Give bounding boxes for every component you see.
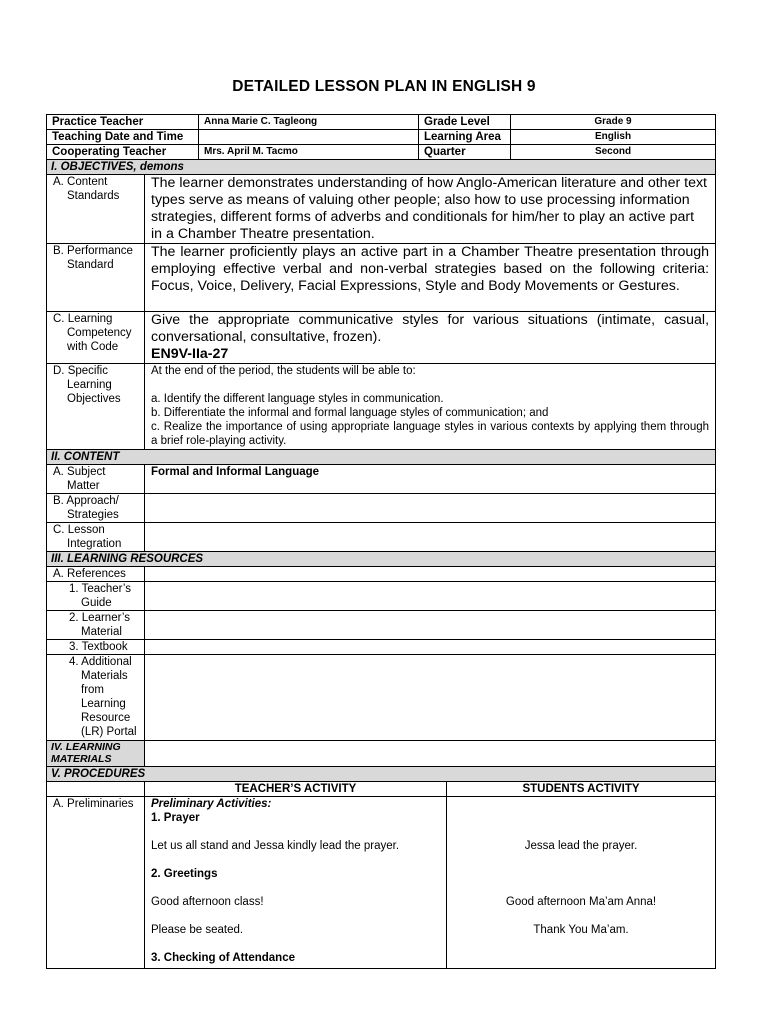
lesson-plan-table [46, 159, 716, 969]
references-value [145, 567, 716, 582]
grade-level-label: Grade Level [419, 115, 511, 130]
references-label: A. References [47, 567, 145, 582]
performance-standard-label: B. Performance Standard [47, 244, 145, 312]
greet-student-line: Good afternoon Ma’am Anna! [505, 896, 657, 908]
specific-objective-a: a. Identify the different language styles in communication. [151, 393, 444, 405]
student-activity-header: STUDENTS ACTIVITY [447, 782, 716, 797]
learning-competency-label: C. Learning Competency with Code [47, 312, 145, 364]
preliminaries-label: A. Preliminaries [47, 797, 145, 969]
prayer-teacher-line: Let us all stand and Jessa kindly lead the prayer. [151, 840, 400, 852]
procedures-blank-header [47, 782, 145, 797]
teacher-activity-header: TEACHER’S ACTIVITY [145, 782, 447, 797]
content-section-header: II. CONTENT [47, 450, 716, 465]
learners-material-label: 2. Learner’s Material [47, 611, 145, 640]
attendance-heading: 3. Checking of Attendance [151, 952, 295, 964]
learners-material-value [145, 611, 716, 640]
specific-objectives-label: D. Specific Learning Objectives [47, 364, 145, 450]
textbook-label: 3. Textbook [47, 640, 145, 655]
learning-area-value: English [511, 130, 716, 145]
practice-teacher-label: Practice Teacher [47, 115, 199, 130]
teaching-date-value [199, 130, 419, 145]
cooperating-teacher-value: Mrs. April M. Tacmo [199, 145, 419, 160]
greetings-heading: 2. Greetings [151, 868, 218, 880]
seated-student-line: Thank You Ma’am. [533, 924, 629, 936]
specific-objectives-text [145, 364, 716, 450]
competency-code: EN9V-IIa-27 [151, 346, 229, 362]
additional-materials-label: 4. Additional Materials from Learning Resource (LR) Portal [47, 655, 145, 741]
approach-strategies-value [145, 494, 716, 523]
specific-objective-b: b. Differentiate the informal and formal language styles of communication; and [151, 407, 549, 419]
subject-matter-value: Formal and Informal Language [145, 465, 716, 494]
cooperating-teacher-label: Cooperating Teacher [47, 145, 199, 160]
teaching-date-label: Teaching Date and Time [47, 130, 199, 145]
page-title: DETAILED LESSON PLAN IN ENGLISH 9 [232, 78, 536, 95]
lesson-integration-value [145, 523, 716, 552]
learning-area-label: Learning Area [419, 130, 511, 145]
content-standards-text: The learner demonstrates understanding of how Anglo-American literature and other text types serve as means of valuing other people; also how to use processing information strategies, different forms of adverbs and conditionals for him/her to play an active part in a Chamber Theatre presentation. [145, 175, 716, 244]
textbook-value [145, 640, 716, 655]
teacher-activity-cell [145, 797, 447, 969]
learning-materials-section-header: IV. LEARNING MATERIALS [47, 741, 145, 767]
specific-objective-c: c. Realize the importance of using appropriate language styles in various contexts by applying them through a brief role-playing activity. [151, 421, 710, 447]
approach-strategies-label: B. Approach/ Strategies [47, 494, 145, 523]
specific-intro: At the end of the period, the students will be able to: [151, 365, 416, 377]
seated-teacher-line: Please be seated. [151, 924, 244, 936]
practice-teacher-value: Anna Marie C. Tagleong [199, 115, 419, 130]
info-table [46, 114, 716, 160]
learning-competency-text: Give the appropriate communicative styles for various situations (intimate, casual, conversational, consultative, frozen). [151, 312, 710, 345]
learning-materials-value [145, 741, 716, 767]
procedures-section-header: V. PROCEDURES [47, 767, 716, 782]
content-standards-label: A. Content Standards [47, 175, 145, 244]
teachers-guide-label: 1. Teacher’s Guide [47, 582, 145, 611]
additional-materials-value [145, 655, 716, 741]
grade-level-value: Grade 9 [511, 115, 716, 130]
greet-teacher-line: Good afternoon class! [151, 896, 264, 908]
learning-competency-cell [145, 312, 716, 364]
prayer-heading: 1. Prayer [151, 812, 200, 824]
lesson-integration-label: C. Lesson Integration [47, 523, 145, 552]
subject-matter-label: A. Subject Matter [47, 465, 145, 494]
prayer-student-line: Jessa lead the prayer. [524, 840, 638, 852]
quarter-label: Quarter [419, 145, 511, 160]
quarter-value: Second [511, 145, 716, 160]
objectives-section-header: I. OBJECTIVES, demons [47, 160, 716, 175]
preliminary-activities-heading: Preliminary Activities: [151, 798, 272, 810]
performance-standard-text: The learner proficiently plays an active part in a Chamber Theatre presentation through employing effective verbal and non-verbal strategies based on the following criteria: Focus, Voice, Delivery, Facial Expressions, Style and Body Movements or Gestures. [145, 244, 716, 312]
student-activity-cell [447, 797, 716, 969]
teachers-guide-value [145, 582, 716, 611]
resources-section-header: III. LEARNING RESOURCES [47, 552, 716, 567]
